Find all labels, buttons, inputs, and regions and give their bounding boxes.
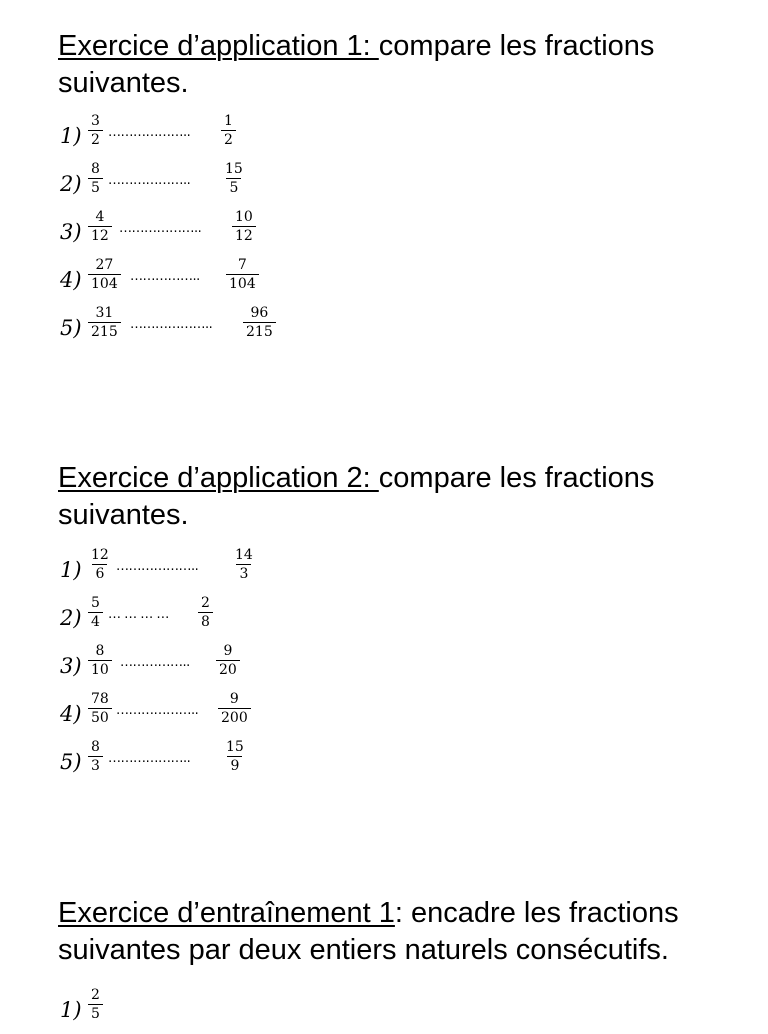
numerator: 15	[225, 161, 243, 177]
numerator: 3	[91, 113, 100, 129]
numerator: 2	[201, 595, 210, 611]
exercise-2-title-underlined: Exercice d’application 2:	[58, 462, 379, 494]
numerator: 5	[91, 595, 100, 611]
item-number: 3)	[60, 654, 82, 678]
fraction-right	[226, 256, 259, 293]
answer-dots: ……………..	[120, 655, 190, 670]
item-number: 1)	[60, 998, 82, 1022]
denominator: 20	[216, 660, 240, 679]
fraction-left	[88, 160, 103, 197]
exercise-1-title-underlined: Exercice d’application 1:	[58, 30, 379, 62]
fraction-left	[88, 594, 103, 631]
answer-dots: ………………..	[108, 751, 191, 766]
fraction-left	[88, 738, 103, 775]
item-number: 5)	[60, 316, 82, 340]
numerator: 27	[95, 257, 114, 273]
fraction-right	[221, 112, 236, 149]
denominator: 215	[243, 322, 276, 341]
numerator: 4	[95, 209, 105, 225]
fraction-left	[88, 112, 103, 149]
item-number: 3)	[60, 220, 82, 244]
denominator: 4	[88, 612, 103, 631]
answer-dots: … … … …	[108, 607, 169, 622]
denominator: 5	[88, 178, 103, 197]
denominator: 2	[88, 130, 103, 149]
fraction-left	[88, 208, 112, 245]
answer-dots: ………………..	[119, 221, 202, 236]
numerator: 2	[91, 987, 100, 1003]
answer-dots: ………………..	[108, 173, 191, 188]
fraction-left	[88, 642, 112, 679]
fraction-left	[88, 256, 121, 293]
numerator: 10	[235, 209, 253, 225]
fraction-right	[216, 642, 240, 679]
fraction-right	[243, 304, 276, 341]
item-number: 2)	[60, 172, 82, 196]
numerator: 9	[223, 643, 233, 659]
training-1-title	[58, 895, 738, 969]
fraction-left	[88, 690, 112, 727]
item-number: 1)	[60, 124, 82, 148]
denominator: 8	[198, 612, 213, 631]
item-number: 5)	[60, 750, 82, 774]
exercise-1-title	[58, 28, 738, 102]
exercise-1-title-rest: compare les fractions suivantes.	[58, 30, 655, 99]
numerator: 8	[91, 161, 100, 177]
denominator: 12	[88, 226, 112, 245]
denominator: 10	[88, 660, 112, 679]
numerator: 8	[91, 739, 100, 755]
denominator: 50	[88, 708, 112, 727]
exercise-2-title-rest: compare les fractions suivantes.	[58, 462, 655, 531]
fraction-right	[218, 690, 251, 727]
fraction-left	[88, 986, 103, 1023]
fraction-right	[222, 160, 246, 197]
numerator: 7	[237, 257, 247, 273]
item-number: 2)	[60, 606, 82, 630]
training-1-title-rest: : encadre les fractions suivantes par deux entiers naturels consécutifs.	[58, 897, 679, 966]
numerator: 9	[229, 691, 239, 707]
numerator: 15	[226, 739, 244, 755]
denominator: 9	[227, 756, 242, 775]
denominator: 200	[218, 708, 251, 727]
answer-dots: ………………..	[116, 559, 199, 574]
fraction-left	[88, 304, 121, 341]
item-number: 4)	[60, 702, 82, 726]
fraction-right	[198, 594, 213, 631]
fraction-left	[88, 546, 112, 583]
answer-dots: ………………..	[108, 125, 191, 140]
numerator: 14	[235, 547, 253, 563]
denominator: 3	[88, 756, 103, 775]
numerator: 12	[91, 547, 109, 563]
item-number: 1)	[60, 558, 82, 582]
training-1-title-underlined: Exercice d’entraînement 1	[58, 897, 395, 929]
denominator: 215	[88, 322, 121, 341]
denominator: 3	[236, 564, 251, 583]
denominator: 104	[226, 274, 259, 293]
numerator: 8	[95, 643, 105, 659]
denominator: 5	[88, 1004, 103, 1023]
numerator: 31	[95, 305, 114, 321]
denominator: 12	[232, 226, 256, 245]
fraction-right	[232, 546, 256, 583]
item-number: 4)	[60, 268, 82, 292]
denominator: 2	[221, 130, 236, 149]
numerator: 78	[91, 691, 109, 707]
numerator: 1	[224, 113, 233, 129]
fraction-right	[223, 738, 247, 775]
answer-dots: ……………..	[130, 269, 200, 284]
answer-dots: ………………..	[130, 317, 213, 332]
exercise-2-title	[58, 460, 738, 534]
denominator: 5	[226, 178, 241, 197]
numerator: 96	[250, 305, 269, 321]
answer-dots: ………………..	[116, 703, 199, 718]
fraction-right	[232, 208, 256, 245]
denominator: 6	[92, 564, 107, 583]
denominator: 104	[88, 274, 121, 293]
